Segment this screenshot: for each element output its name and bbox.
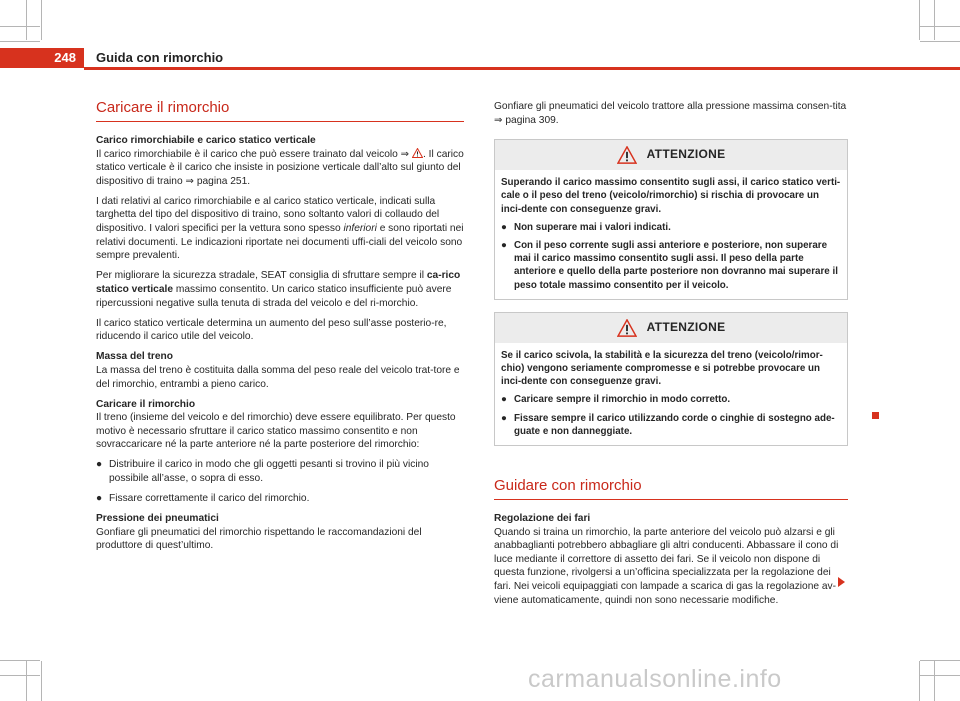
left-column — [96, 98, 464, 560]
watermark: carmanualsonline.info — [528, 665, 782, 693]
warning-text: Superando il carico massimo consentito sugli assi, il carico statico verti-cale o il peso del treno (veicolo/rimorchio) si rischia di provocare un inci-dente con conseguenze gravi. — [501, 177, 841, 215]
section-title-loading: Caricare il rimorchio — [96, 98, 464, 122]
warning-triangle-icon — [412, 148, 423, 158]
subhead: Carico rimorchiabile e carico statico verticale — [96, 135, 316, 146]
paragraph: Quando si traina un rimorchio, la parte anteriore del veicolo può alzarsi e gli anabbaglianti potrebbero abbagliare gli altri conducenti. Abbassare il cono di luce mediante il correttore di assetto dei fari. Se il veicolo non dispone di questa funzione, rivolgersi a un’officina specializzata per la regolazione dei fari. Nei veicoli equipaggiati con lampade a scarica di gas la regolazione av-viene automaticamente, quindi non sono necessarie modifiche. — [494, 526, 839, 606]
right-column — [494, 100, 848, 614]
warning-title: ATTENZIONE — [646, 320, 726, 335]
crop-mark — [0, 675, 40, 676]
running-header: Guida con rimorchio — [96, 50, 224, 65]
crop-mark — [0, 660, 40, 661]
crop-mark — [919, 0, 920, 40]
paragraph: Il carico rimorchiabile è il carico che può essere trainato dal veicolo ⇒ . Il carico statico verticale è il carico che insiste in posizione verticale dall’alto sul giunto del dispositivo di traino ⇒ pagina 251. — [96, 148, 464, 187]
paragraph: Il carico statico verticale determina un aumento del peso sull’asse posterio-re, riducendo il carico utile del veicolo. — [96, 317, 447, 343]
crop-mark — [41, 661, 42, 701]
bullet-icon: ● — [96, 493, 103, 505]
crop-mark — [0, 26, 40, 27]
crop-mark — [919, 661, 920, 701]
paragraph: I dati relativi al carico rimorchiabile e al carico statico verticale, indicati sulla targhetta del tipo del dispositivo di traino, sono soltanto valori di collaudo del dispositivo. I valori specifici per la vettura sono spesso inferiori e sono riportati nei relativi documenti. Le indicazioni riportate nei documenti uffi-ciali del veicolo sono sempre prevalenti. — [96, 195, 464, 262]
crop-mark — [920, 26, 960, 27]
paragraph: Gonfiare gli pneumatici del veicolo trattore alla pressione massima consen-tita ⇒ pagina 309. — [494, 101, 847, 126]
crop-mark — [920, 41, 960, 42]
warning-box — [494, 139, 848, 300]
paragraph: Per migliorare la sicurezza stradale, SEAT consiglia di sfruttare sempre il ca-rico statico verticale massimo consentito. Un carico statico insufficiente può avere ripercussioni negative sulla tenuta di strada del veicolo e del ri-morchio. — [96, 270, 461, 309]
bullet-item: ● Caricare sempre il rimorchio in modo corretto. — [501, 394, 731, 406]
warning-header — [495, 313, 847, 343]
bullet-icon: ● — [501, 221, 507, 233]
bullet-item: ● Fissare sempre il carico utilizzando corde o cinghie di sostegno ade-guate e non danneggiate. — [501, 412, 835, 437]
section-end-mark — [872, 412, 879, 419]
crop-mark — [934, 661, 935, 701]
bullet-icon: ● — [501, 240, 507, 251]
crop-mark — [26, 661, 27, 701]
crop-mark — [0, 41, 40, 42]
bullet-item: ● Fissare correttamente il carico del rimorchio. — [96, 493, 310, 505]
subhead: Massa del treno — [96, 351, 173, 363]
warning-text: Se il carico scivola, la stabilità e la sicurezza del treno (veicolo/rimor-chio) vengono seriamente compromesse e si potrebbe provocare un inci-dente con conseguenze gravi. — [501, 349, 823, 388]
warning-header — [495, 140, 847, 170]
page-number: 248 — [0, 48, 84, 68]
warning-triangle-icon — [617, 319, 637, 337]
section-title-driving: Guidare con rimorchio — [494, 476, 848, 500]
header-rule — [84, 67, 960, 70]
crop-mark — [920, 660, 960, 661]
subhead: Regolazione dei fari — [494, 513, 591, 525]
paragraph: Il treno (insieme del veicolo e del rimorchio) deve essere equilibrato. Per questo motivo è necessario sfruttare il carico statico massimo consentito e non sovraccaricare né la parte anteriore né la parte posteriore del rimorchio: — [96, 412, 456, 451]
warning-title: ATTENZIONE — [646, 147, 726, 162]
warning-body — [495, 170, 847, 299]
warning-triangle-icon — [617, 146, 637, 164]
crop-mark — [934, 0, 935, 40]
subhead: Caricare il rimorchio — [96, 398, 196, 410]
bullet-item: ● Non superare mai i valori indicati. — [501, 221, 671, 233]
bullet-item: ● Distribuire il carico in modo che gli oggetti pesanti si trovino il più vicino possibile all’asse, o sopra di esso. — [96, 459, 429, 485]
crop-mark — [920, 675, 960, 676]
bullet-item: ● Con il peso corrente sugli assi anteriore e posteriore, non superare mai il carico massimo consentito sugli assi. Il peso della parte anteriore e quello della parte posteriore non dovranno mai superare il peso totale massimo consentito per il veicolo. — [501, 240, 838, 291]
warning-body — [495, 343, 847, 445]
paragraph: La massa del treno è costituita dalla somma del peso reale del veicolo trat-tore e del rimorchio, entrambi a pieno carico. — [96, 364, 460, 390]
paragraph: Gonfiare gli pneumatici del rimorchio rispettando le raccomandazioni del produttore di quest’ultimo. — [96, 526, 422, 552]
crop-mark — [26, 0, 27, 40]
bullet-icon: ● — [501, 412, 507, 424]
crop-mark — [41, 0, 42, 40]
continue-arrow-icon — [838, 577, 845, 587]
warning-box — [494, 312, 848, 446]
bullet-icon: ● — [96, 459, 103, 471]
subhead: Pressione dei pneumatici — [96, 513, 219, 525]
bullet-icon: ● — [501, 394, 507, 406]
